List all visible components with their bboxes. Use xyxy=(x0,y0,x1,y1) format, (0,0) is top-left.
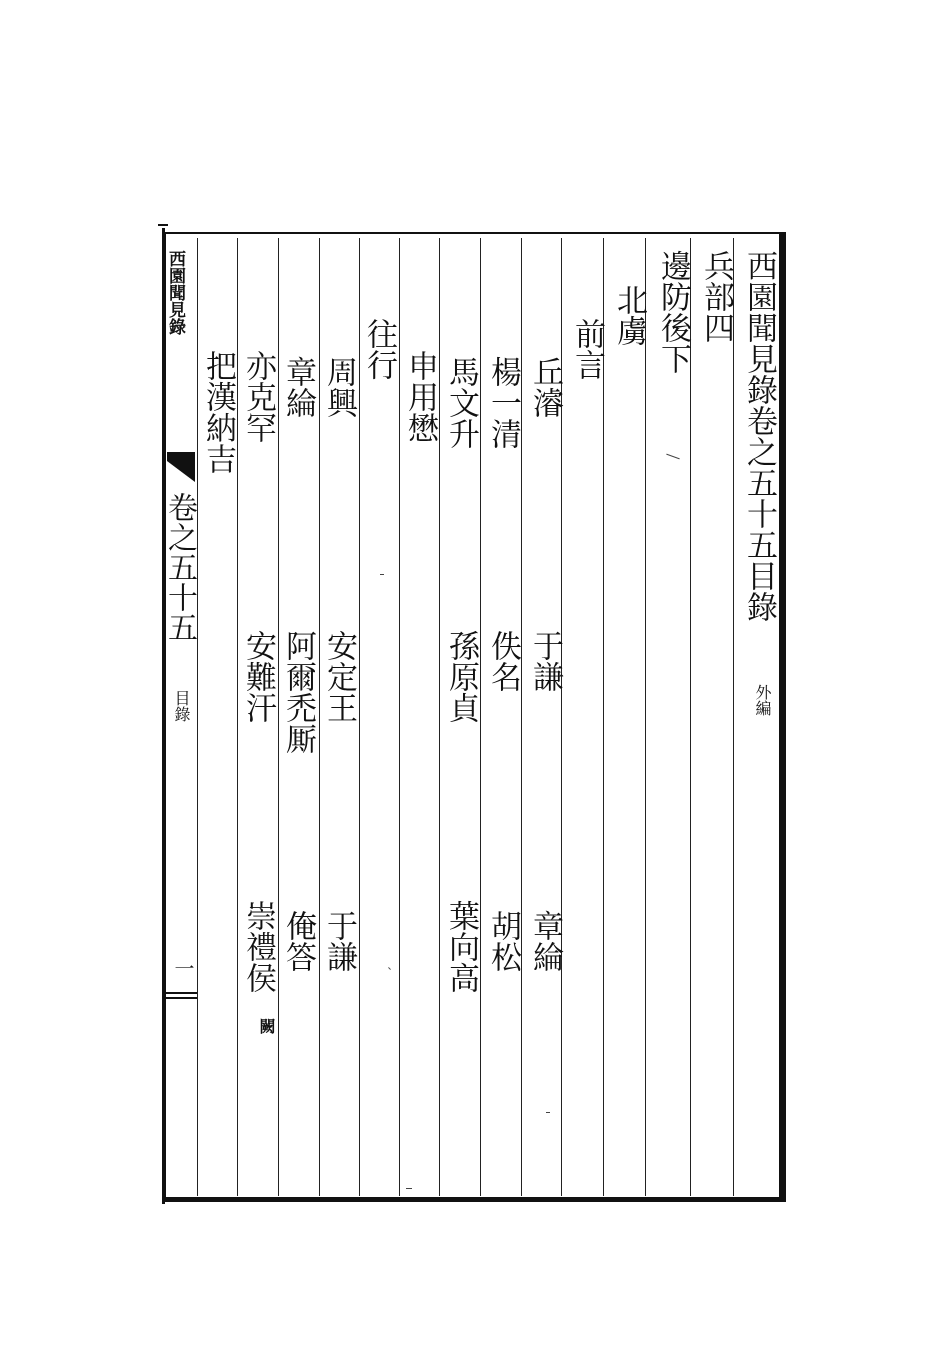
toc-subcategory: 北虜 xyxy=(611,284,647,346)
toc-title: 西園聞見錄卷之五十五目錄 xyxy=(741,250,777,622)
toc-entry: 崇禮侯 xyxy=(240,900,276,993)
column-rule xyxy=(733,238,734,1196)
lacuna-note: 闕 xyxy=(257,1018,276,1034)
toc-section-heading: 往行 xyxy=(361,318,397,380)
margin-bottom-box xyxy=(165,992,197,1196)
toc-entry: 周興 xyxy=(321,356,357,418)
toc-entry: 葉向高 xyxy=(443,900,479,993)
toc-category: 邊防後下 xyxy=(655,250,691,374)
print-speck xyxy=(406,1188,412,1189)
column-rule xyxy=(237,238,238,1196)
toc-entry: 阿爾禿厮 xyxy=(280,630,316,754)
frame-tick xyxy=(158,224,168,226)
print-speck xyxy=(380,574,384,575)
column-rule xyxy=(521,238,522,1196)
column-rule xyxy=(197,238,198,1196)
toc-entry: 于謙 xyxy=(321,910,357,972)
toc-entry: 安定王 xyxy=(321,630,357,723)
toc-entry: 馬文升 xyxy=(443,356,479,449)
toc-entry: 孫原貞 xyxy=(443,630,479,723)
margin-bottom-rule xyxy=(165,997,197,999)
toc-entry: 丘濬 xyxy=(527,356,563,418)
toc-entry: 把漢納吉 xyxy=(200,350,236,474)
column-rule xyxy=(480,238,481,1196)
toc-entry: 胡松 xyxy=(485,910,521,972)
margin-page-number: 一 xyxy=(171,958,195,978)
margin-section: 目錄 xyxy=(172,690,191,722)
toc-entry: 亦克罕 xyxy=(240,350,276,443)
toc-entry: 章綸 xyxy=(280,356,316,418)
margin-juan: 卷之五十五 xyxy=(162,492,197,642)
column-rule xyxy=(645,238,646,1196)
column-rule xyxy=(399,238,400,1196)
toc-entry: 安難汗 xyxy=(240,630,276,723)
toc-entry: 楊一清 xyxy=(485,356,521,449)
column-rule xyxy=(359,238,360,1196)
column-rule xyxy=(439,238,440,1196)
toc-entry: 于謙 xyxy=(527,630,563,692)
toc-annotation: 外編 xyxy=(753,684,772,716)
column-rule xyxy=(603,238,604,1196)
toc-entry: 章綸 xyxy=(527,910,563,972)
toc-preface: 前言 xyxy=(569,318,605,380)
toc-entry: 俺答 xyxy=(280,910,316,972)
column-rule xyxy=(690,238,691,1196)
print-speck xyxy=(546,1112,550,1113)
toc-entry: 佚名 xyxy=(485,630,521,692)
margin-book-title: 西園聞見錄 xyxy=(165,250,185,335)
toc-entry: 申用懋 xyxy=(402,350,438,443)
toc-department: 兵部四 xyxy=(698,250,734,343)
